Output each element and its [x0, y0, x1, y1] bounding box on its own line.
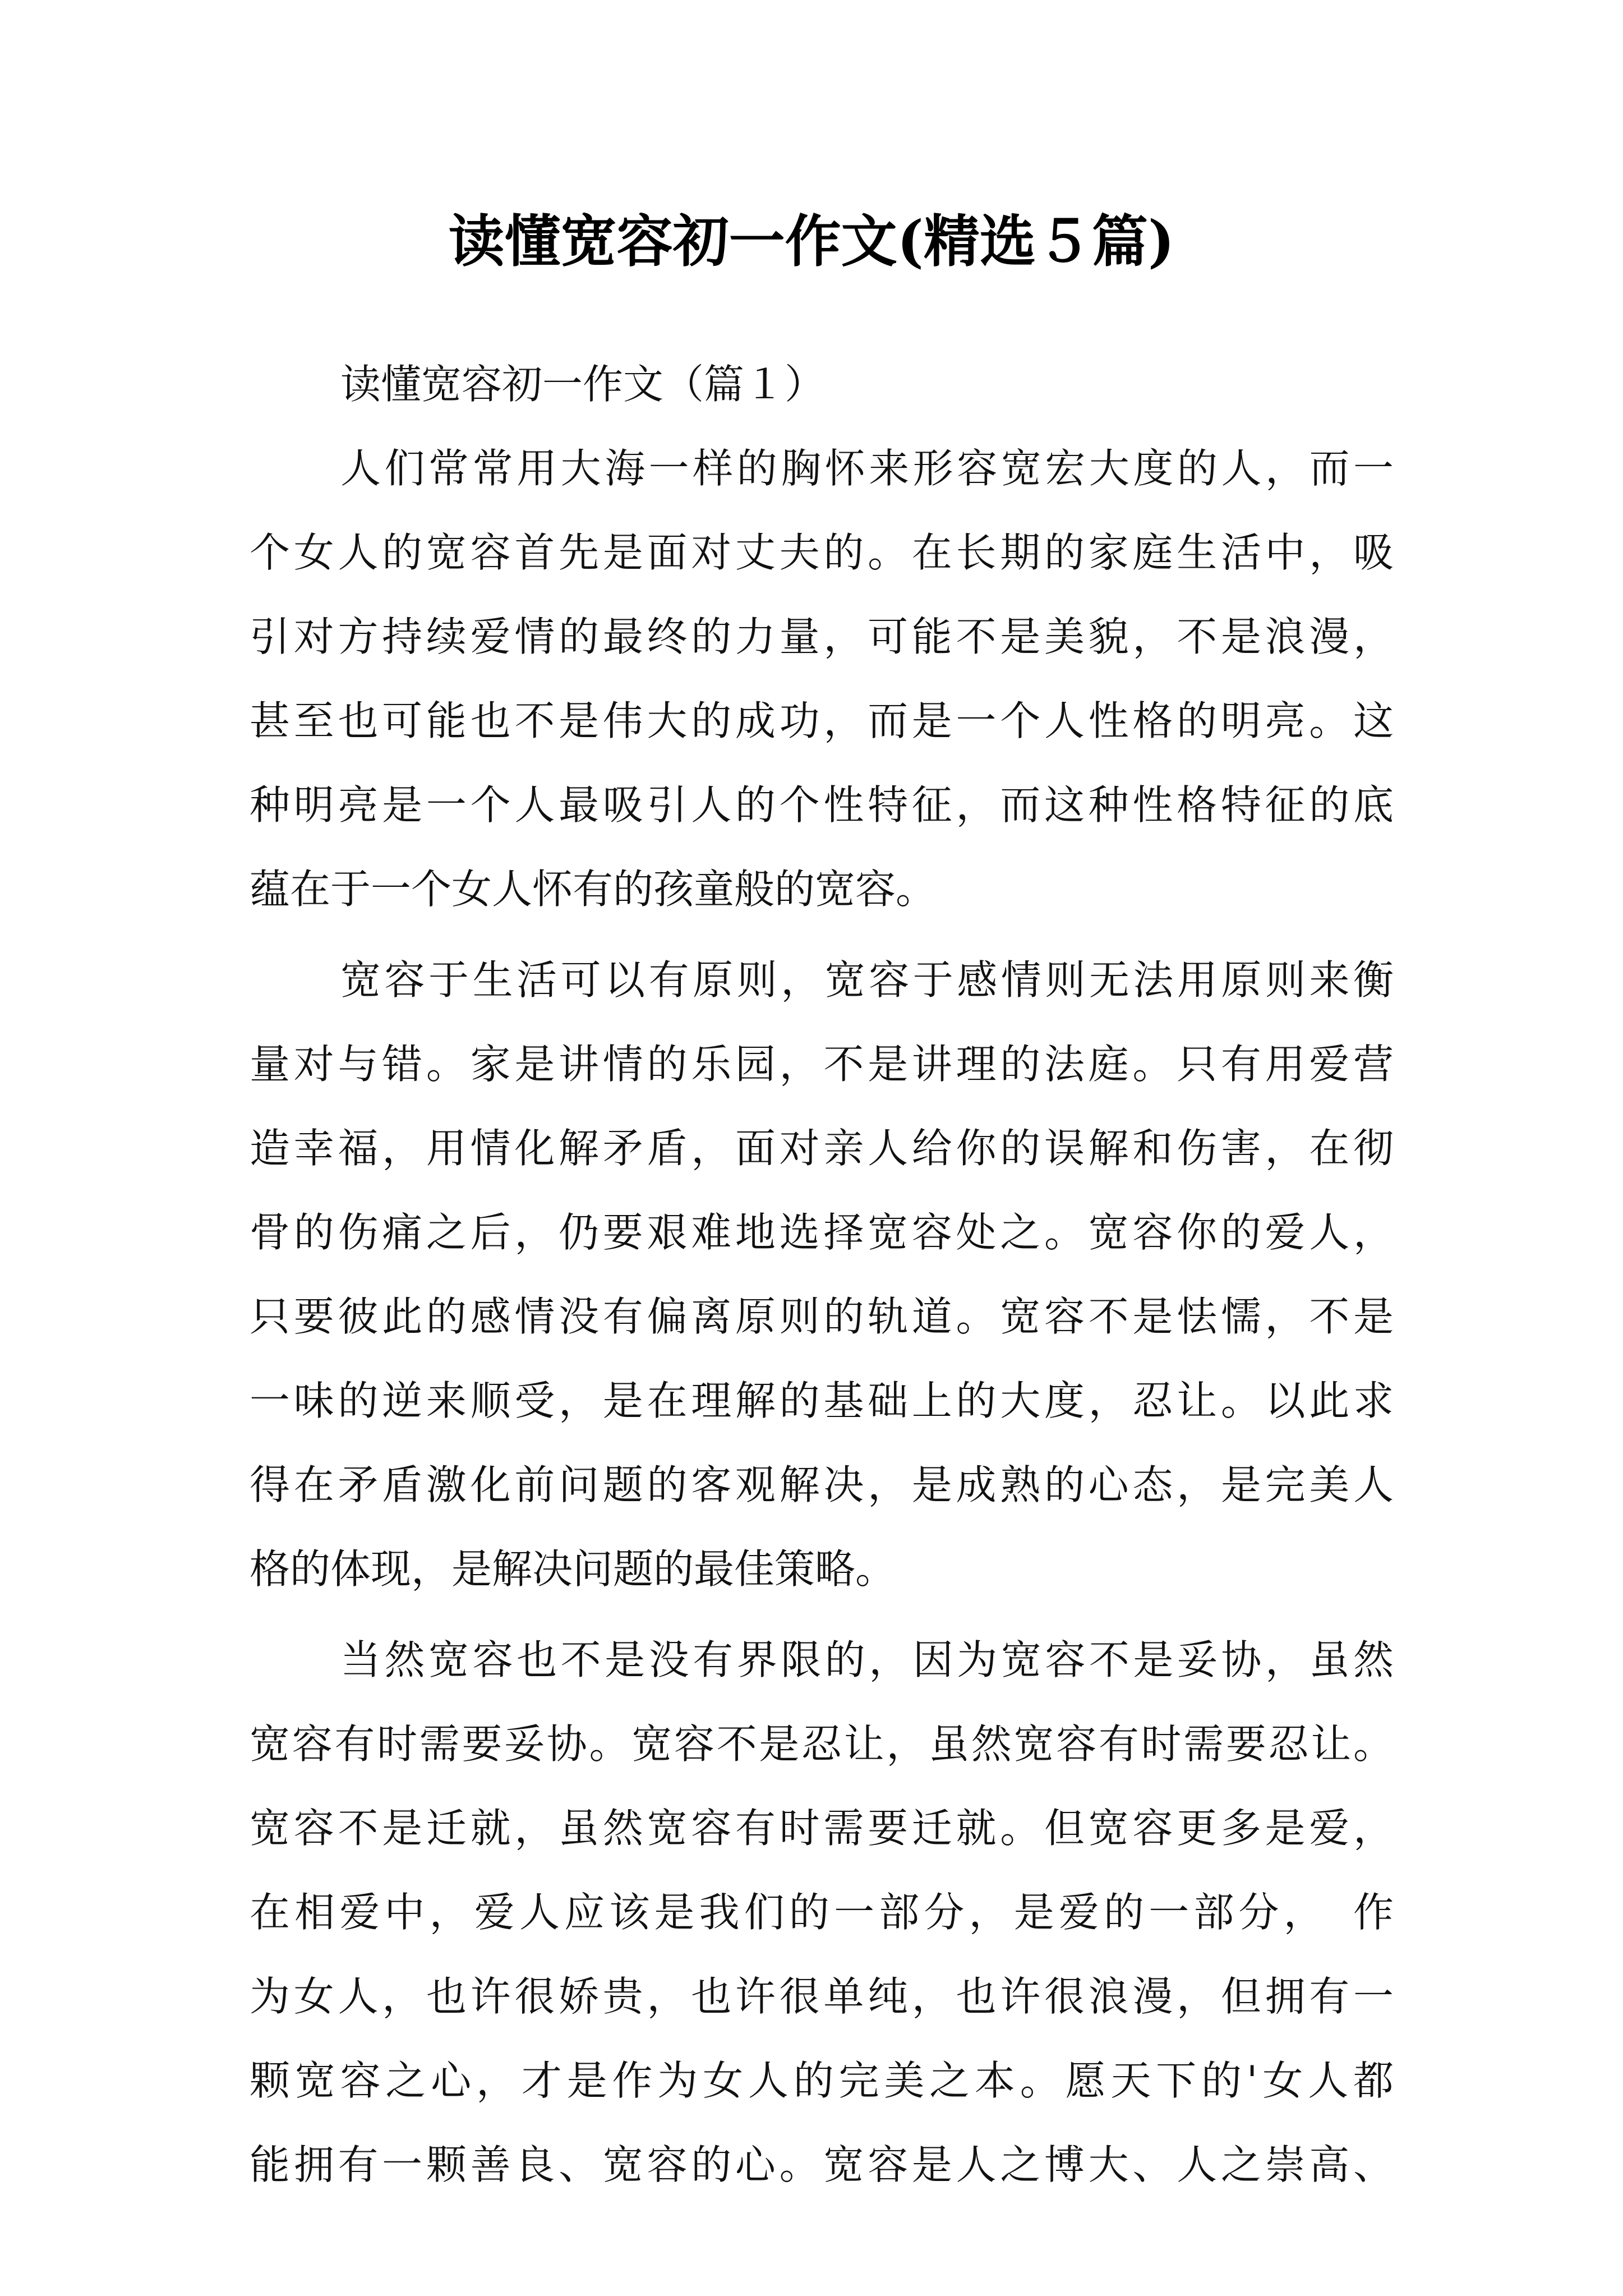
text-line: 颗宽容之心，才是作为女人的完美之本。愿天下的'女人都: [250, 2057, 1394, 2104]
text-line: 个女人的宽容首先是面对丈夫的。在长期的家庭生活中，吸: [250, 529, 1394, 576]
text-line: 人们常常用大海一样的胸怀来形容宽宏大度的人，而一: [340, 445, 1394, 492]
section-heading: 读懂宽容初一作文（篇１）: [340, 361, 826, 408]
text-line: 宽容不是迁就，虽然宽容有时需要迁就。但宽容更多是爱，: [250, 1805, 1394, 1852]
page-title: 读懂宽容初一作文(精选５篇): [448, 208, 1175, 274]
document-body: [250, 342, 1394, 2207]
text-line: 种明亮是一个人最吸引人的个性特征，而这种性格特征的底: [250, 781, 1394, 829]
text-line: 宽容有时需要妥协。宽容不是忍让，虽然宽容有时需要忍让。: [250, 1720, 1394, 1768]
text-line: 宽容于生活可以有原则，宽容于感情则无法用原则来衡: [340, 956, 1394, 1004]
text-line: 一味的逆来顺受，是在理解的基础上的大度，忍让。以此求: [250, 1377, 1394, 1424]
text-line: 造幸福，用情化解矛盾，面对亲人给你的误解和伤害，在彻: [250, 1125, 1394, 1172]
text-line: 只要彼此的感情没有偏离原则的轨道。宽容不是怯懦，不是: [250, 1293, 1394, 1340]
paragraph-spacer: [250, 931, 1394, 938]
text-line: 量对与错。家是讲情的乐园，不是讲理的法庭。只有用爱营: [250, 1041, 1394, 1088]
text-line: 骨的伤痛之后，仍要艰难地选择宽容处之。宽容你的爱人，: [250, 1209, 1394, 1256]
text-line: 得在矛盾激化前问题的客观解决，是成熟的心态，是完美人: [250, 1461, 1394, 1508]
text-line: 甚至也可能也不是伟大的成功，而是一个人性格的明亮。这: [250, 697, 1394, 744]
text-line: 引对方持续爱情的最终的力量，可能不是美貌，不是浪漫，: [250, 613, 1394, 660]
text-line: 蕴在于一个女人怀有的孩童般的宽容。: [250, 866, 937, 913]
text-line: 格的体现，是解决问题的最佳策略。: [250, 1545, 896, 1593]
paragraph-3: [250, 1618, 1394, 2207]
paragraph-1: [250, 426, 1394, 931]
text-line: 当然宽容也不是没有界限的，因为宽容不是妥协，虽然: [340, 1636, 1394, 1683]
paragraph-spacer: [250, 1611, 1394, 1618]
text-line: 能拥有一颗善良、宽容的心。宽容是人之博大、人之崇高、: [250, 2141, 1394, 2188]
paragraph-2: [250, 938, 1394, 1611]
text-line: 在相爱中，爱人应该是我们的一部分，是爱的一部分， 作: [250, 1889, 1394, 1936]
text-line: 为女人，也许很娇贵，也许很单纯，也许很浪漫，但拥有一: [250, 1973, 1394, 2020]
